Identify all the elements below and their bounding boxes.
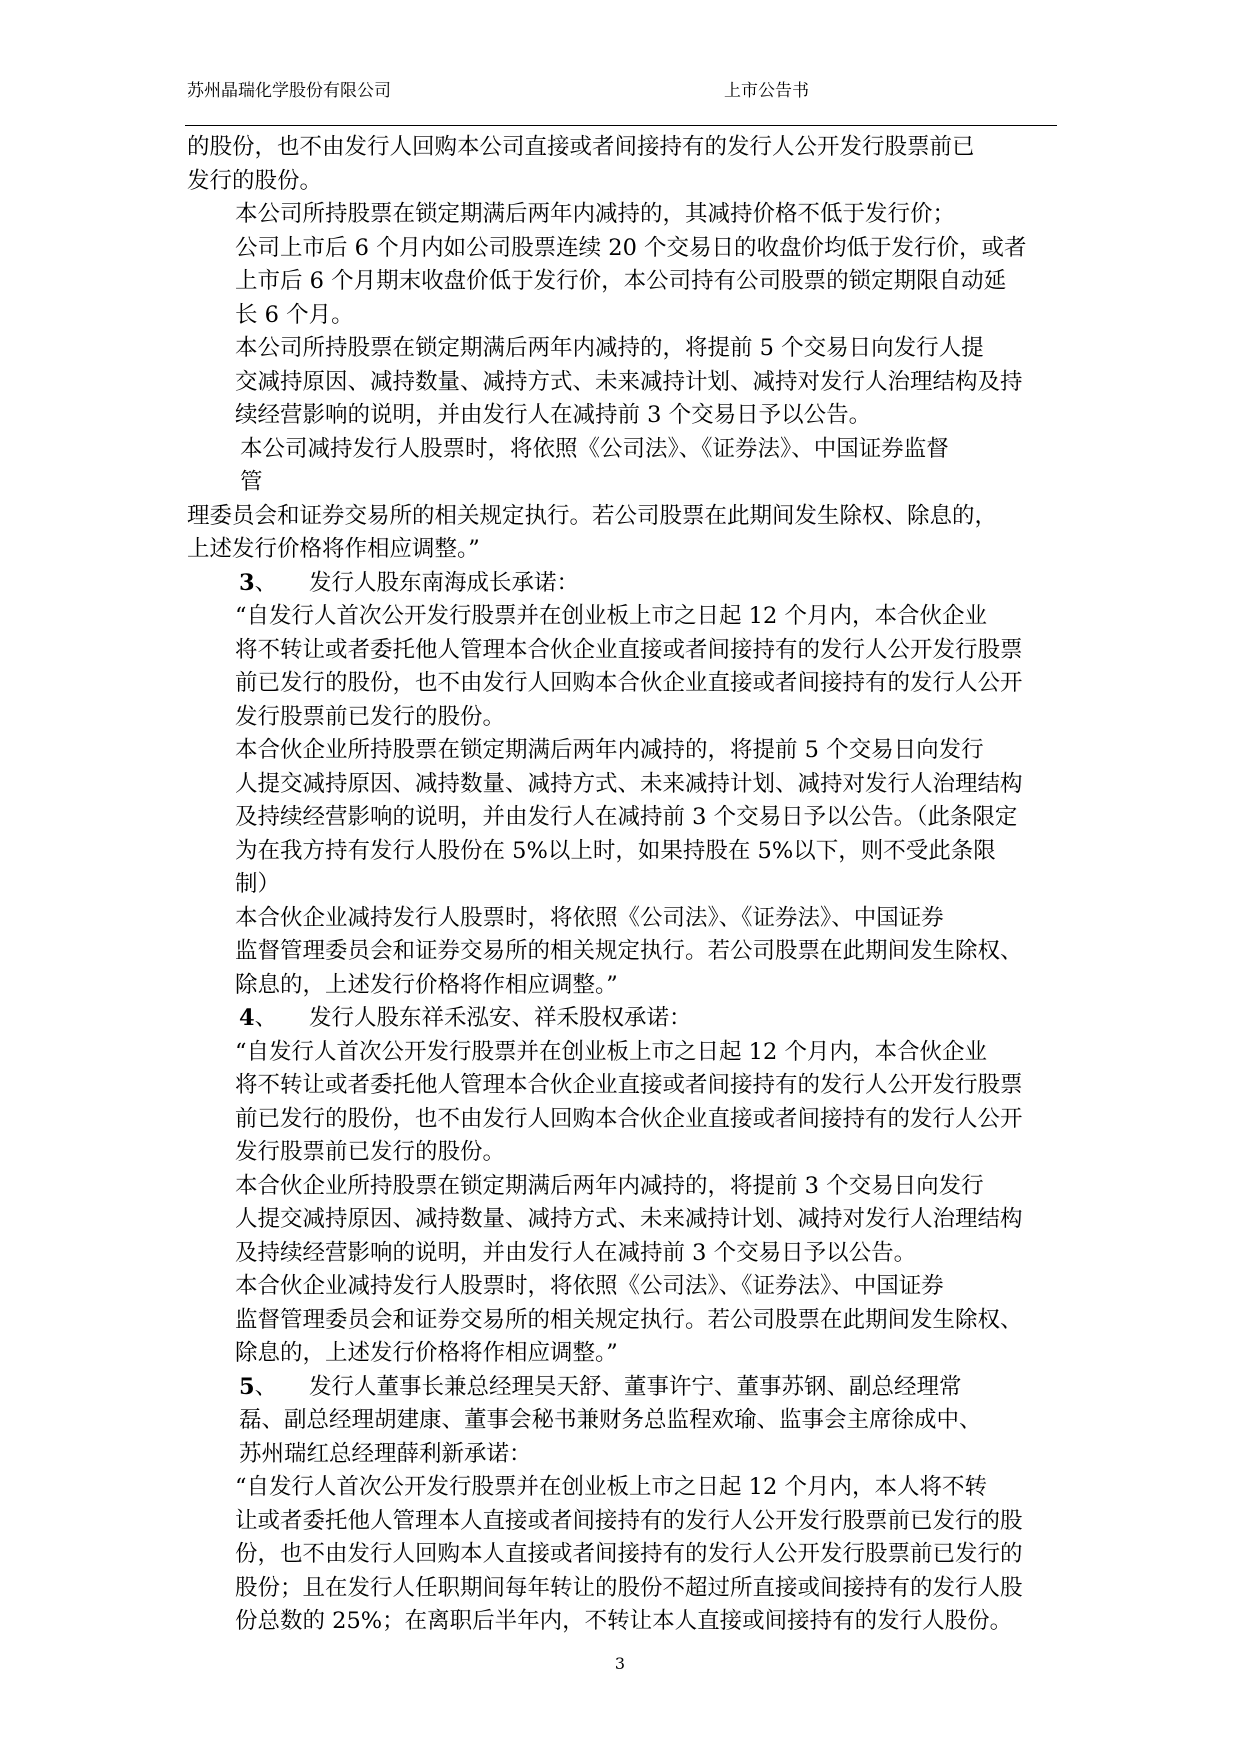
paragraph-nanhai-reduction: 本合伙企业所持股票在锁定期满后两年内减持的，将提前 5 个交易日向发行 人提交减持原因、减持数量、减持方式、未来减持计划、减持对发行人治理结构 及持续经营影响的说明，并由发行人在减持前 3 个交易日予以公告。（此条限定 为在我方持有发行人股份在 5%以上时，如果持股在 5%以下，则不受此条限 制） — [235, 737, 1023, 897]
paragraph-nanhai-lockup: “自发行人首次公开发行股票并在创业板上市之日起 12 个月内，本合伙企业 将不转让或者委托他人管理本合伙企业直接或者间接持有的发行人公开发行股票 前已发行的股份，也不由发行人回购本合伙企业直接或者间接持有的发行人公开 发行股票前已发行的股份。 — [235, 603, 1023, 730]
item-title: 发行人董事长兼总经理吴天舒、董事许宁、董事苏钢、副总经理常 磊、副总经理胡建康、董事会秘书兼财务总监程欢瑜、监事会主席徐成中、 苏州瑞红总经理薛利新承诺： — [239, 1373, 982, 1467]
paragraph-nanhai-regulation: 本合伙企业减持发行人股票时，将依照《公司法》、《证券法》、中国证券 监督管理委员会和证券交易所的相关规定执行。若公司股票在此期间发生除权、 除息的，上述发行价格将作相应调整。” — [235, 904, 1023, 998]
paragraph-reduction-notice: 本公司所持股票在锁定期满后两年内减持的，将提前 5 个交易日向发行人提 交减持原因、减持数量、减持方式、未来减持计划、减持对发行人治理结构及持 续经营影响的说明，并由发行人在减持前 3 个交易日予以公告。 — [235, 335, 1023, 428]
item-5-heading — [187, 1371, 1067, 1472]
item-3-heading — [187, 567, 1067, 601]
paragraph-regulation-first: 本公司减持发行人股票时，将依照《公司法》、《证券法》、中国证券监督 管 — [240, 435, 949, 495]
paragraph-xianghe-regulation: 本合伙企业减持发行人股票时，将依照《公司法》、《证券法》、中国证券 监督管理委员会和证券交易所的相关规定执行。若公司股票在此期间发生除权、 除息的，上述发行价格将作相应调整。” — [235, 1273, 1023, 1366]
paragraph-lock-period-price: 本公司所持股票在锁定期满后两年内减持的，其减持价格不低于发行价； 公司上市后 6 个月内如公司股票连续 20 个交易日的收盘价均低于发行价，或者 上市后 6 个月期末收盘价低于发行价，本公司持有公司股票的锁定期限自动延 长 6 个月。 — [235, 201, 1027, 328]
item-number: 4、 — [239, 1005, 278, 1031]
document-body — [187, 131, 1067, 1639]
header-divider — [185, 125, 1057, 126]
item-title: 发行人股东南海成长承诺： — [309, 569, 580, 596]
paragraph-directors-lockup: “自发行人首次公开发行股票并在创业板上市之日起 12 个月内，本人将不转 让或者委托他人管理本人直接或者间接持有的发行人公开发行股票前已发行的股 份，也不由发行人回购本人直接或者间接持有的发行人公开发行股票前已发行的 股份；且在发行人任职期间每年转让的股份不超过所直接或间接持有的发行人股 份总数的 25%；在离职后半年内，不转让本人直接或间接持有的发行人股份。 — [235, 1474, 1023, 1634]
item-4-heading — [187, 1002, 1067, 1036]
page-header — [185, 76, 1055, 104]
paragraph-regulation-rest: 理委员会和证券交易所的相关规定执行。若公司股票在此期间发生除权、除息的， 上述发行价格将作相应调整。” — [187, 502, 998, 562]
item-number: 3、 — [239, 569, 278, 596]
header-company-name: 苏州晶瑞化学股份有限公司 — [187, 81, 391, 101]
header-document-type: 上市公告书 — [724, 81, 809, 101]
item-title: 发行人股东祥禾泓安、祥禾股权承诺： — [309, 1005, 692, 1031]
page-number: 3 — [614, 1654, 626, 1673]
paragraph-xianghe-lockup: “自发行人首次公开发行股票并在创业板上市之日起 12 个月内，本合伙企业 将不转让或者委托他人管理本合伙企业直接或者间接持有的发行人公开发行股票 前已发行的股份，也不由发行人回购本合伙企业直接或者间接持有的发行人公开 发行股票前已发行的股份。 — [235, 1038, 1023, 1165]
paragraph-xianghe-reduction: 本合伙企业所持股票在锁定期满后两年内减持的，将提前 3 个交易日向发行 人提交减持原因、减持数量、减持方式、未来减持计划、减持对发行人治理结构 及持续经营影响的说明，并由发行人在减持前 3 个交易日予以公告。 — [235, 1172, 1023, 1266]
item-number: 5、 — [239, 1373, 278, 1400]
paragraph-continued: 的股份，也不由发行人回购本公司直接或者间接持有的发行人公开发行股票前已 发行的股份。 — [187, 134, 975, 194]
